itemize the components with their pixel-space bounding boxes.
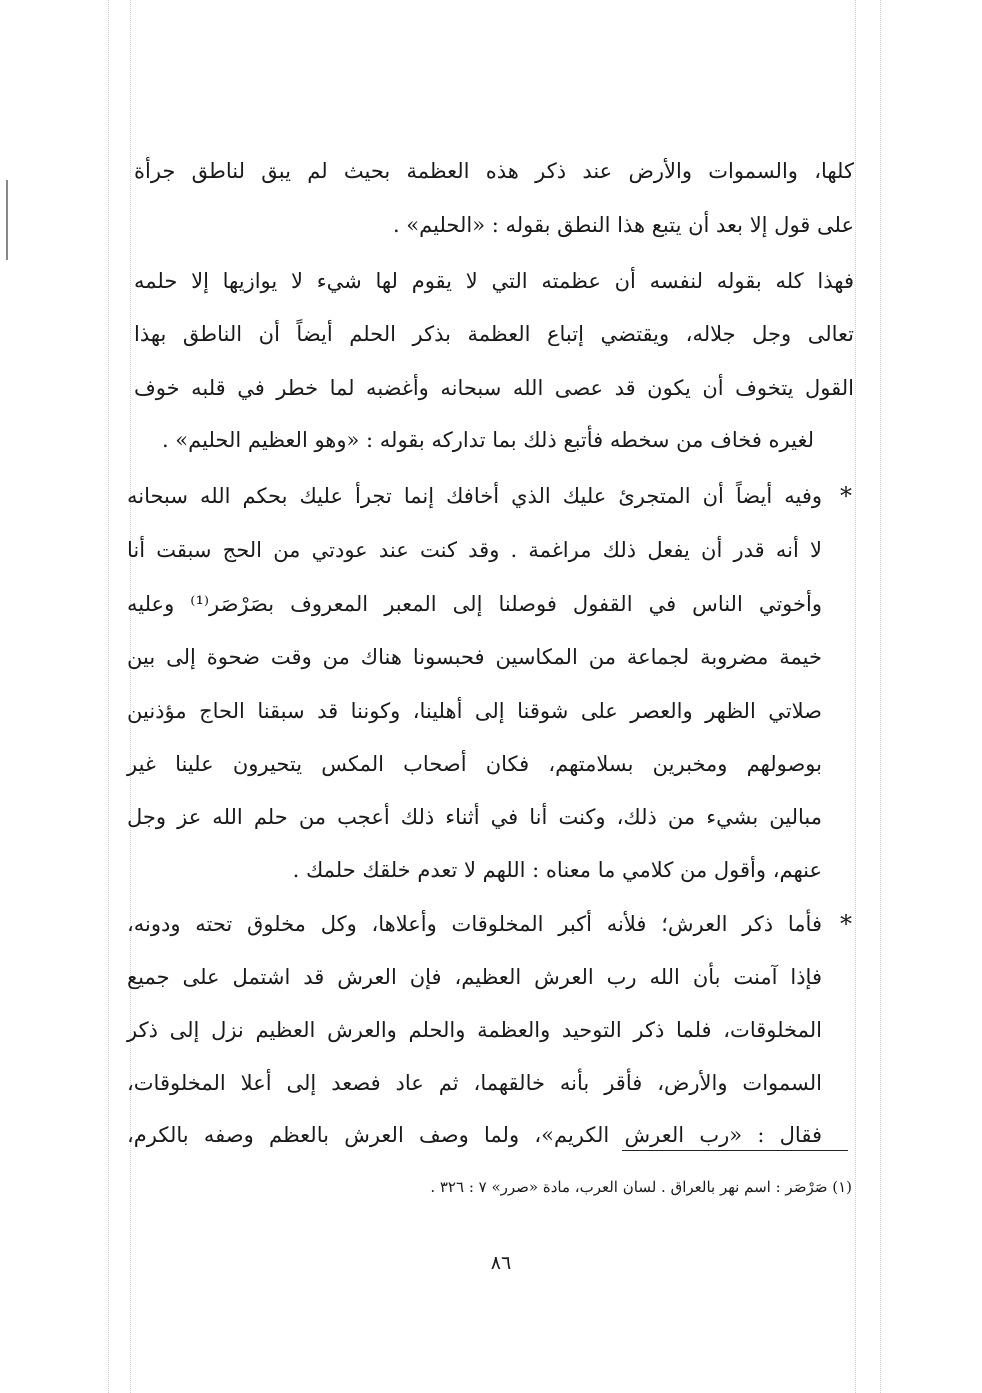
scan-guide-line: [880, 0, 881, 1393]
text-line: على قول إلا بعد أن يتبع هذا النطق بقوله : «الحليم» .: [392, 213, 854, 237]
text-line: كلها، والسموات والأرض عند ذكر هذه العظمة بحيث لم يبق لناطق جرأة: [134, 159, 854, 183]
text-line: خيمة مضروبة لجماعة من المكاسين فحبسونا هناك من وقت ضحوة إلى بين: [127, 645, 822, 669]
text-line: المخلوقات، فلما ذكر التوحيد والعظمة والحلم والعرش العظيم نزل إلى ذكر: [127, 1018, 822, 1042]
text-line: فإذا آمنت بأن الله رب العرش العظيم، فإن العرش قد اشتمل على جميع: [127, 965, 822, 989]
text-line: فهذا كله بقوله لنفسه أن عظمته التي لا يقوم لها شيء لا يوازيها إلا حلمه: [134, 269, 854, 293]
page-number: ٨٦: [490, 1252, 512, 1274]
scan-guide-line: [855, 0, 856, 1393]
bullet-star: *: [840, 482, 852, 510]
text-line: تعالى وجل جلاله، ويقتضي إتباع العظمة بذكر الحلم أيضاً أن الناطق بهذا: [134, 322, 854, 346]
text-line: وأخوتي الناس في القفول فوصلنا إلى المعبر المعروف بصَرْصَر⁽¹⁾ وعليه: [127, 592, 822, 616]
text-line: لا أنه قدر أن يفعل ذلك مراغمة . وقد كنت عند عودتي من الحج سبقت أنا: [127, 538, 822, 562]
footnote-separator: [622, 1150, 848, 1151]
text-line: وفيه أيضاً أن المتجرئ عليك الذي أخافك إنما تجرأ عليك بحكم الله سبحانه: [127, 484, 822, 508]
scan-edge-mark: [6, 180, 8, 260]
scan-guide-line: [108, 0, 109, 1393]
text-line: مبالين بشيء من ذلك، وكنت أنا في أثناء ذلك أعجب من حلم الله عز وجل: [127, 805, 822, 829]
text-line: بوصولهم ومخبرين بسلامتهم، فكان أصحاب المكس يتحيرون علينا غير: [127, 752, 822, 776]
text-line: السموات والأرض، فأقر بأنه خالقهما، ثم عاد فصعد إلى أعلا المخلوقات،: [127, 1071, 822, 1095]
text-line: القول يتخوف أن يكون قد عصى الله سبحانه وأغضبه لما خطر في قلبه خوف: [134, 376, 854, 400]
text-line: فقال : «رب العرش الكريم»، ولما وصف العرش بالعظم وصفه بالكرم،: [127, 1123, 822, 1147]
text-line: لغيره فخاف من سخطه فأتبع ذلك بما تداركه بقوله : «وهو العظيم الحليم» .: [161, 428, 814, 452]
text-line: صلاتي الظهر والعصر على شوقنا إلى أهلينا، وكوننا قد سبقنا الحاج مؤذنين: [127, 699, 822, 723]
footnote: (١) صَرْصَر : اسم نهر بالعراق . لسان العرب، مادة «صرر» ٧ : ٣٢٦ .: [430, 1178, 852, 1196]
bullet-star: *: [840, 910, 852, 938]
text-line: فأما ذكر العرش؛ فلأنه أكبر المخلوقات وأعلاها، وكل مخلوق تحته ودونه،: [127, 912, 822, 936]
text-line: عنهم، وأقول من كلامي ما معناه : اللهم لا تعدم خلقك حلمك .: [292, 858, 822, 882]
